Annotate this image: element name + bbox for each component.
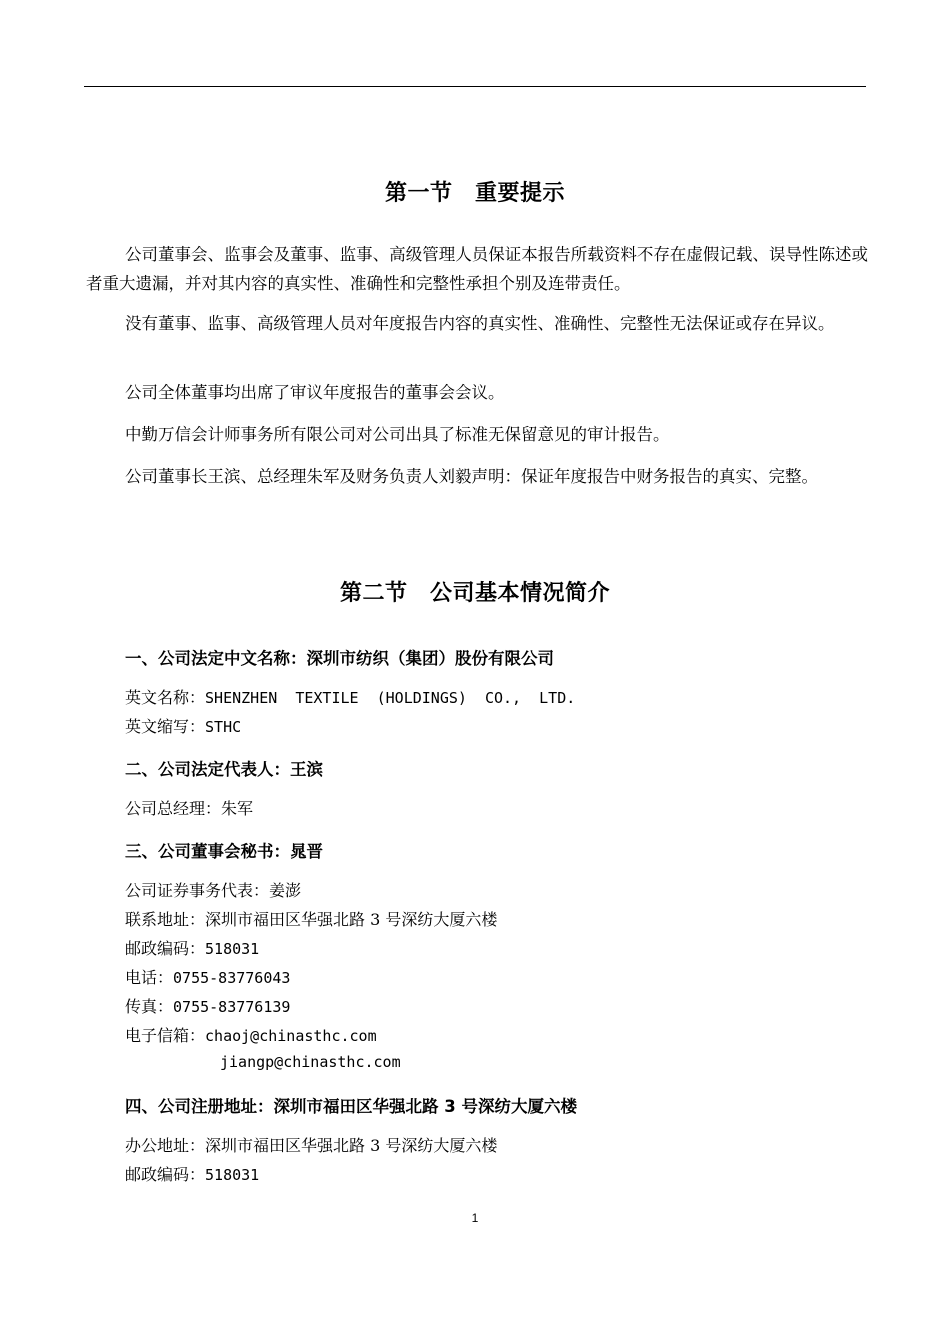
rep-label: 公司证券事务代表： xyxy=(125,881,270,900)
item4-heading: 四、公司注册地址：深圳市福田区华强北路 3 号深纺大厦六楼 xyxy=(125,1097,577,1116)
postcode-label: 邮政编码： xyxy=(125,939,206,958)
address-label: 联系地址： xyxy=(125,910,206,929)
email-line xyxy=(125,1023,377,1046)
en-abbr-label: 英文缩写： xyxy=(125,717,206,736)
section1-title: 第一节 重要提示 xyxy=(384,181,565,206)
section1-paragraph: 公司全体董事均出席了审议年度报告的董事会会议。 xyxy=(125,383,505,402)
office-postcode-value: 518031 xyxy=(205,1166,260,1184)
header-rule xyxy=(84,86,866,87)
item2-heading: 二、公司法定代表人：王滨 xyxy=(125,760,323,779)
section1-paragraph: 公司董事会、监事会及董事、监事、高级管理人员保证本报告所载资料不存在虚假记载、误导性陈述或者重大遗漏，并对其内容的真实性、准确性和完整性承担个别及连带责任。 xyxy=(86,245,868,293)
phone-value: 0755-83776043 xyxy=(173,969,291,987)
section1-paragraph: 中勤万信会计师事务所有限公司对公司出具了标准无保留意见的审计报告。 xyxy=(125,425,670,444)
email-value-2: jiangp@chinasthc.com xyxy=(220,1053,401,1071)
section2-title: 第二节 公司基本情况简介 xyxy=(339,581,610,606)
phone-label: 电话： xyxy=(125,968,174,987)
office-label: 办公地址： xyxy=(125,1136,206,1155)
phone-line xyxy=(125,965,290,988)
address-line xyxy=(125,907,497,930)
en-name-label: 英文名称： xyxy=(125,688,206,707)
item3-heading: 三、公司董事会秘书：晁晋 xyxy=(125,842,323,861)
office-postcode-label: 邮政编码： xyxy=(125,1165,206,1184)
fax-label: 传真： xyxy=(125,997,174,1016)
section1-paragraph: 没有董事、监事、高级管理人员对年度报告内容的真实性、准确性、完整性无法保证或存在异议。 xyxy=(125,314,835,333)
office-postcode-line xyxy=(125,1162,259,1185)
office-value: 深圳市福田区华强北路 3 号深纺大厦六楼 xyxy=(205,1136,498,1155)
section1-paragraph: 公司董事长王滨、总经理朱军及财务负责人刘毅声明：保证年度报告中财务报告的真实、完整。 xyxy=(125,467,818,486)
email-label: 电子信箱： xyxy=(125,1026,206,1045)
fax-value: 0755-83776139 xyxy=(173,998,291,1016)
gm-line xyxy=(125,796,253,819)
en-name-value: SHENZHEN TEXTILE (HOLDINGS) CO., LTD. xyxy=(205,689,576,707)
en-abbr-line xyxy=(125,714,241,737)
rep-line xyxy=(125,878,301,901)
fax-line xyxy=(125,994,290,1017)
item1-heading: 一、公司法定中文名称：深圳市纺织（集团）股份有限公司 xyxy=(125,649,554,668)
postcode-line xyxy=(125,936,259,959)
email-line-2 xyxy=(220,1052,401,1071)
postcode-value: 518031 xyxy=(205,940,260,958)
en-abbr-value: STHC xyxy=(205,718,242,736)
en-name-line xyxy=(125,685,575,708)
rep-value: 姜澎 xyxy=(269,881,302,900)
office-line xyxy=(125,1133,497,1156)
gm-value: 朱军 xyxy=(221,799,254,818)
address-value: 深圳市福田区华强北路 3 号深纺大厦六楼 xyxy=(205,910,498,929)
email-value-1: chaoj@chinasthc.com xyxy=(205,1027,377,1045)
gm-label: 公司总经理： xyxy=(125,799,222,818)
page-number: 1 xyxy=(471,1211,479,1225)
